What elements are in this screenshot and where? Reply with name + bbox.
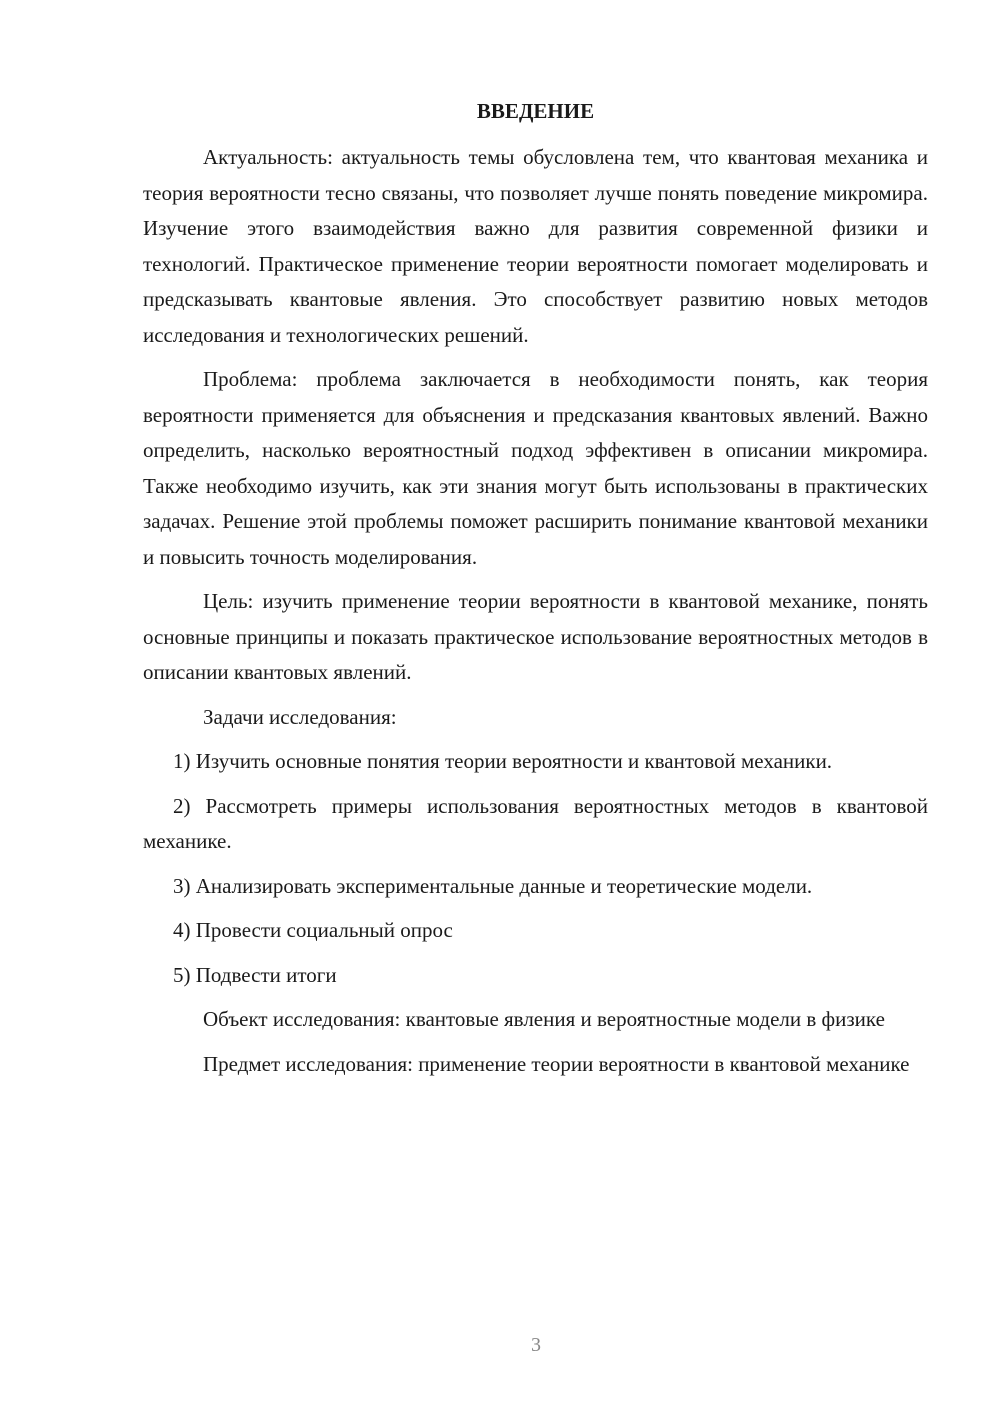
paragraph-subject: Предмет исследования: применение теории вероятности в квантовой механике xyxy=(203,1051,910,1076)
task-list xyxy=(143,744,928,993)
paragraph-problem: Проблема: проблема заключается в необходимости понять, как теория вероятности применяется для объяснения и предсказания квантовых явлений. Важно определить, насколько вероятностный подход эффективен в описании микромира. Также необходимо изучить, как эти знания могут быть использованы в практических задачах. Решение этой проблемы поможет расширить понимание квантовой механики и повысить точность моделирования. xyxy=(143,367,928,569)
list-item: 2) Рассмотреть примеры использования вероятностных методов в квантовой механике. xyxy=(143,793,928,853)
list-item: 1) Изучить основные понятия теории вероятности и квантовой механики. xyxy=(173,749,833,773)
paragraph-goal: Цель: изучить применение теории вероятности в квантовой механике, понять основные принципы и показать практическое использование вероятностных методов в описании квантовых явлений. xyxy=(143,589,928,684)
tasks-heading: Задачи исследования: xyxy=(203,704,397,729)
page-number: 3 xyxy=(531,1334,541,1356)
page-title: ВВЕДЕНИЕ xyxy=(476,99,595,123)
list-item: 5) Подвести итоги xyxy=(173,962,337,987)
paragraph-relevance: Актуальность: актуальность темы обусловлена тем, что квантовая механика и теория вероятности тесно связаны, что позволяет лучше понять поведение микромира. Изучение этого взаимодействия важно для развития современной физики и технологий. Практическое применение теории вероятности помогает моделировать и предсказывать квантовые явления. Это способствует развитию новых методов исследования и технологических решений. xyxy=(143,145,928,347)
paragraph-object: Объект исследования: квантовые явления и вероятностные модели в физике xyxy=(203,1007,885,1031)
list-item: 4) Провести социальный опрос xyxy=(173,918,453,942)
document-page xyxy=(143,96,928,1091)
list-item: 3) Анализировать экспериментальные данные и теоретические модели. xyxy=(173,873,813,898)
